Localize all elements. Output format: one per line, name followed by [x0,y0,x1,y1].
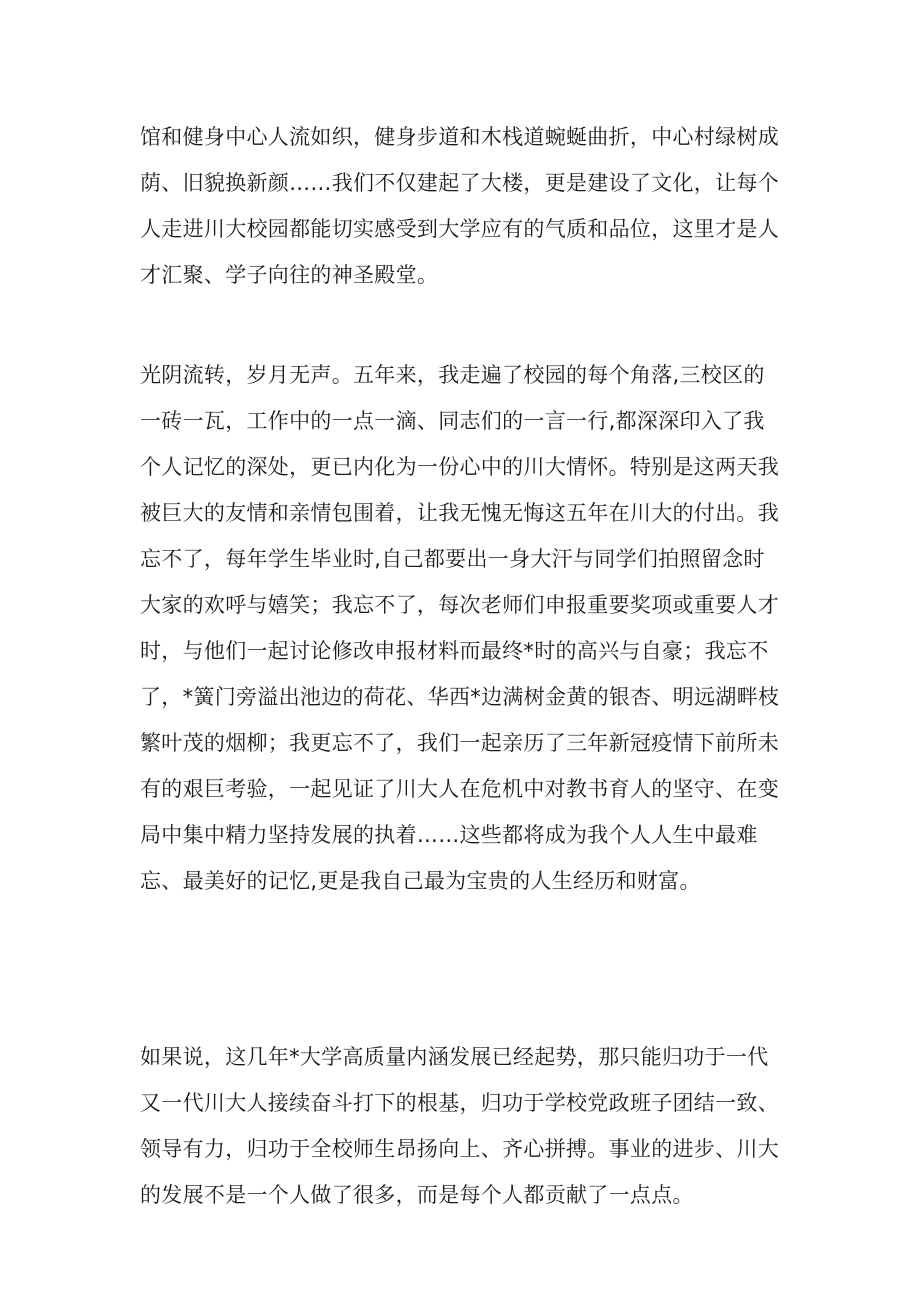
paragraph-line: 一砖一瓦，工作中的一点一滴、同志们的一言一行,都深深印入了我 [140,409,765,433]
paragraph-line: 才汇聚、学子向往的神圣殿堂。 [140,263,439,287]
paragraph-line: 时，与他们一起讨论修改申报材料而最终*时的高兴与自豪；我忘不 [140,639,769,663]
paragraph-line: 了，*簧门旁溢出池边的荷花、华西*边满树金黄的银杏、明远湖畔枝 [140,685,780,709]
paragraph-line: 的发展不是一个人做了很多，而是每个人都贡献了一点点。 [140,1183,694,1207]
paragraph-1 [140,114,800,298]
paragraph-line: 荫、旧貌换新颜……我们不仅建起了大楼，更是建设了文化，让每个 [140,171,779,195]
paragraph-3 [140,1034,800,1218]
paragraph-line: 个人记忆的深处，更已内化为一份心中的川大情怀。特别是这两天我 [140,455,779,479]
paragraph-line: 大家的欢呼与嬉笑；我忘不了，每次老师们申报重要奖项或重要人才 [140,593,779,617]
paragraph-line: 光阴流转，岁月无声。五年来，我走遍了校园的每个角落,三校区的 [140,363,765,387]
paragraph-line: 有的艰巨考验，一起见证了川大人在危机中对教书育人的坚守、在变 [140,777,779,801]
paragraph-line: 局中集中精力坚持发展的执着……这些都将成为我个人人生中最难 [140,823,758,847]
paragraph-line: 被巨大的友情和亲情包围着，让我无愧无悔这五年在川大的付出。我 [140,501,779,525]
paragraph-line: 如果说，这几年*大学高质量内涵发展已经起势，那只能归功于一代 [140,1045,769,1069]
paragraph-line: 忘、最美好的记忆,更是我自己最为宝贵的人生经历和财富。 [140,869,701,893]
paragraph-line: 领导有力，归功于全校师生昂扬向上、齐心拼搏。事业的进步、川大 [140,1137,779,1161]
paragraph-line: 又一代川大人接续奋斗打下的根基，归功于学校党政班子团结一致、 [140,1091,779,1115]
paragraph-line: 人走进川大校园都能切实感受到大学应有的气质和品位，这里才是人 [140,217,779,241]
paragraph-line: 馆和健身中心人流如织，健身步道和木栈道蜿蜒曲折，中心村绿树成 [140,125,779,149]
paragraph-2 [140,352,800,904]
paragraph-line: 繁叶茂的烟柳；我更忘不了，我们一起亲历了三年新冠疫情下前所未 [140,731,779,755]
paragraph-line: 忘不了，每年学生毕业时,自己都要出一身大汗与同学们拍照留念时 [140,547,765,571]
